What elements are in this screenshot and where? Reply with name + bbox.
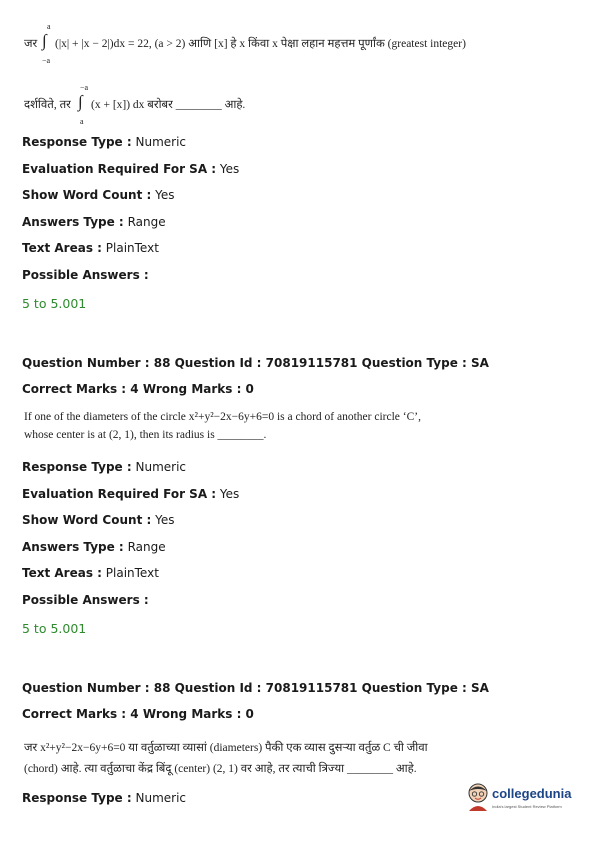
logo-name: collegedunia bbox=[492, 786, 572, 801]
q87-lower-limit-2: a bbox=[80, 117, 84, 126]
possible-answer-1: 5 to 5.001 bbox=[22, 296, 87, 311]
possible-answer-2: 5 to 5.001 bbox=[22, 621, 87, 636]
question-88-text-line1: If one of the diameters of the circle x²+y²−2x−6y+6=0 is a chord of another circle ‘C’, bbox=[24, 411, 421, 423]
response-type-1: Response Type : Numeric bbox=[22, 135, 187, 149]
text-areas-1: Text Areas : PlainText bbox=[22, 241, 159, 255]
answers-type-1: Answers Type : Range bbox=[22, 215, 166, 229]
show-word-count-2: Show Word Count : Yes bbox=[22, 513, 175, 527]
q87-upper-limit-2: −a bbox=[80, 83, 89, 92]
q87-expr-2: (x + [x]) dx बरोबर ________ आहे. bbox=[91, 99, 246, 111]
question-header-88: Question Number : 88 Question Id : 70819115781 Question Type : SA bbox=[22, 356, 489, 370]
show-word-count-1: Show Word Count : Yes bbox=[22, 188, 175, 202]
question-88-marathi-line1: जर x²+y²−2x−6y+6=0 या वर्तुळाच्या व्यासां (diameters) पैकी एक व्यास दुसऱ्या वर्तुळ C ची जीवा bbox=[24, 742, 428, 754]
text-areas-2: Text Areas : PlainText bbox=[22, 566, 159, 580]
marks-88-marathi: Correct Marks : 4 Wrong Marks : 0 bbox=[22, 707, 254, 721]
evaluation-required-2: Evaluation Required For SA : Yes bbox=[22, 487, 240, 501]
evaluation-required-1: Evaluation Required For SA : Yes bbox=[22, 162, 240, 176]
q87-expr-1: (|x| + |x − 2|)dx = 22, (a > 2) आणि [x] हे x किंवा x पेक्षा लहान महत्तम पूर्णांक (greatest integer) bbox=[55, 38, 466, 50]
question-88-text-line2: whose center is at (2, 1), then its radius is ________. bbox=[24, 429, 267, 441]
collegedunia-logo bbox=[466, 782, 576, 818]
question-88-marathi-line2: (chord) आहे. त्या वर्तुळाचा केंद्र बिंदू (center) (2, 1) वर आहे, तर त्याची त्रिज्या ________ आहे. bbox=[24, 763, 417, 775]
logo-tagline: India's largest Student Review Platform bbox=[492, 804, 562, 809]
possible-answers-label-2: Possible Answers : bbox=[22, 593, 149, 607]
answers-type-2: Answers Type : Range bbox=[22, 540, 166, 554]
response-type-3: Response Type : Numeric bbox=[22, 791, 187, 805]
marks-88: Correct Marks : 4 Wrong Marks : 0 bbox=[22, 382, 254, 396]
q87-lower-limit-1: −a bbox=[42, 56, 51, 65]
q87-prefix-2: दर्शविते, तर bbox=[24, 99, 71, 111]
integral-sign-icon: ∫ bbox=[42, 31, 47, 50]
response-type-2: Response Type : Numeric bbox=[22, 460, 187, 474]
integral-sign-icon: ∫ bbox=[78, 92, 83, 111]
possible-answers-label-1: Possible Answers : bbox=[22, 268, 149, 282]
q87-upper-limit-1: a bbox=[47, 22, 51, 31]
question-header-88-marathi: Question Number : 88 Question Id : 70819115781 Question Type : SA bbox=[22, 681, 489, 695]
student-avatar-icon bbox=[466, 782, 490, 812]
q87-prefix: जर bbox=[24, 38, 38, 50]
